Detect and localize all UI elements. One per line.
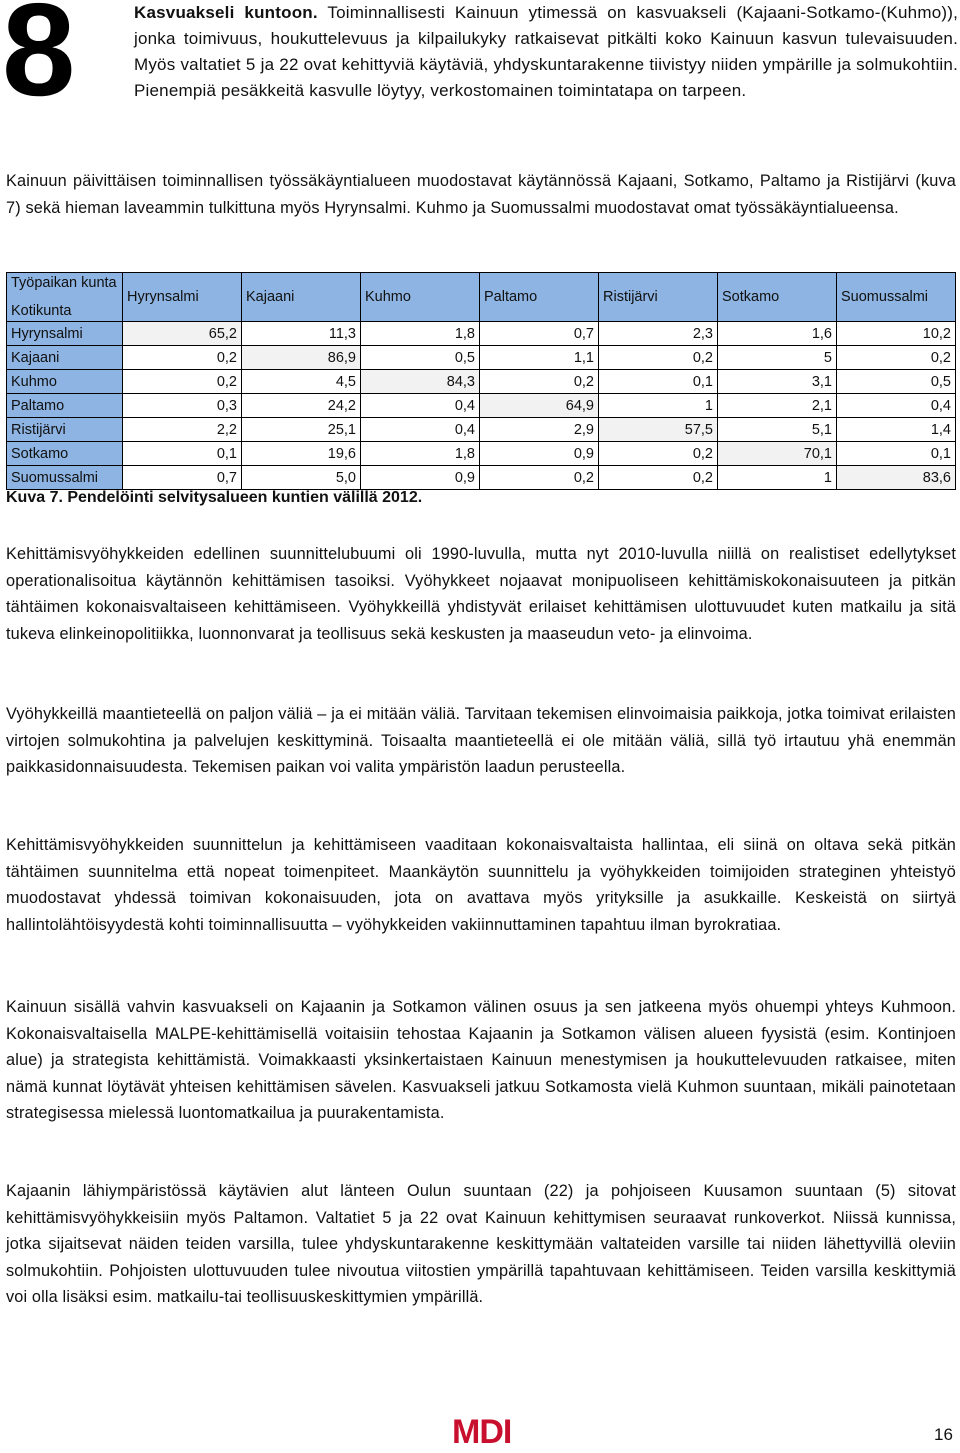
- row-header: Paltamo: [7, 394, 123, 418]
- page-number: 16: [934, 1425, 953, 1444]
- table-cell: 57,5: [599, 418, 718, 442]
- table-cell: 5: [718, 346, 837, 370]
- table-row: [7, 466, 956, 490]
- intro-paragraph: [134, 0, 958, 104]
- table-cell: 10,2: [837, 322, 956, 346]
- table-cell: 2,9: [480, 418, 599, 442]
- table-corner: [7, 273, 123, 322]
- table-cell: 0,2: [599, 466, 718, 490]
- table-cell: 4,5: [242, 370, 361, 394]
- table-cell: 0,2: [599, 346, 718, 370]
- table-cell: 0,9: [480, 442, 599, 466]
- table-cell: 83,6: [837, 466, 956, 490]
- table-row: [7, 394, 956, 418]
- table-cell: 65,2: [123, 322, 242, 346]
- paragraph-highways: Kajaanin lähiympäristössä käytävien alut länteen Oulun suuntaan (22) ja pohjoiseen Kuusamon suuntaan (5) sitovat kehittämisvyöhykkeisiin myös Paltamon. Valtatiet 5 ja 22 ovat Kainuun kehittymisen seuraavat runkoverkot. Niissä kunnissa, jotka sijaitsevat näiden teiden varsilla, tulee yhdyskuntarakenne keskittymään valtateiden varsille tai niiden lähettyvillä oleviin solmukohtiin. Pohjoisten ulottuvuuden tulee nivoutua viitostien ympärillä tapahtuvaan kehittämiseen. Teiden varsilla keskittymiä voi olla lisäksi esim. matkailu-tai teollisuuskeskittymien ympärillä.: [6, 1182, 956, 1306]
- paragraph-geography: Vyöhykkeillä maantieteellä on paljon väliä – ja ei mitään väliä. Tarvitaan tekemisen elinvoimaisia paikkoja, jotka toimivat erilaisten virtojen solmukohtina ja palvelujen keskittyminä. Toisaalta maantieteellä ei ole mitään väliä, sillä työ irtautuu yhä enemmän paikkasidonnaisuudesta. Tekemisen paikan voi valita ympäristön laadun perusteella.: [6, 705, 956, 776]
- table-cell: 5,1: [718, 418, 837, 442]
- column-header: Kuhmo: [361, 273, 480, 322]
- table-cell: 1,4: [837, 418, 956, 442]
- table-cell: 0,2: [123, 370, 242, 394]
- table-cell: 1,8: [361, 322, 480, 346]
- table-cell: 19,6: [242, 442, 361, 466]
- table-cell: 1,1: [480, 346, 599, 370]
- table-cell: 1: [599, 394, 718, 418]
- table-row: [7, 442, 956, 466]
- row-header: Kajaani: [7, 346, 123, 370]
- section-number: 8: [2, 0, 76, 123]
- table-cell: 1,8: [361, 442, 480, 466]
- column-header: Suomussalmi: [837, 273, 956, 322]
- paragraph-zones-history: Kehittämisvyöhykkeiden edellinen suunnittelubuumi oli 1990-luvulla, mutta nyt 2010-luvulla niillä on realistiset edellytykset operationalisoitua käytännön kehittämisen tasoiksi. Vyöhykkeet nojaavat monipuoliseen kehittämiskokonaisuuteen ja pitkän tähtäimen kokonaisvaltaiseen kehittämiseen. Vyöhykkeillä yhdistyvät erilaiset kehittämisen ulottuvuudet kuten matkailu ja sitä tukeva elinkeinopolitiikka, luonnonvarat ja teollisuus sekä keskusten ja maaseudun veto- ja elinvoima.: [6, 545, 956, 643]
- table-cell: 11,3: [242, 322, 361, 346]
- table-cell: 3,1: [718, 370, 837, 394]
- table-row: [7, 418, 956, 442]
- table-cell: 0,1: [837, 442, 956, 466]
- table-cell: 25,1: [242, 418, 361, 442]
- column-header: Ristijärvi: [599, 273, 718, 322]
- row-header: Ristijärvi: [7, 418, 123, 442]
- table-cell: 2,1: [718, 394, 837, 418]
- paragraph-planning: Kehittämisvyöhykkeiden suunnittelun ja kehittämiseen vaaditaan kokonaisvaltaista hallintaa, eli siinä on oltava sekä pitkän tähtäimen suunnitelma että nopeat toimenpiteet. Maankäytön suunnittelu ja vyöhykkeiden toimijoiden strateginen yhteistyö muodostavat yhdessä toimivan kokonaisuuden, jota on avattava myös yrityksille ja asukkaille. Keskeistä on siirtyä hallintolähtöisyydestä kohti toiminnallisuutta – vyöhykkeiden vakiinnuttaminen tapahtuu ilman byrokratiaa.: [6, 836, 956, 934]
- column-header: Hyrynsalmi: [123, 273, 242, 322]
- table-cell: 0,9: [361, 466, 480, 490]
- table-cell: 0,2: [480, 466, 599, 490]
- table-cell: 0,4: [837, 394, 956, 418]
- table-cell: 1: [718, 466, 837, 490]
- table-cell: 0,5: [837, 370, 956, 394]
- table-cell: 2,3: [599, 322, 718, 346]
- table-cell: 0,1: [123, 442, 242, 466]
- row-header: Suomussalmi: [7, 466, 123, 490]
- table-cell: 70,1: [718, 442, 837, 466]
- table-cell: 0,2: [837, 346, 956, 370]
- table-cell: 0,7: [123, 466, 242, 490]
- table-row: [7, 322, 956, 346]
- table-row: [7, 346, 956, 370]
- paragraph-growth-axis: Kainuun sisällä vahvin kasvuakseli on Kajaanin ja Sotkamon välinen osuus ja sen jatkeena myös ohuempi yhteys Kuhmoon. Kokonaisvaltaisella MALPE-kehittämisellä voitaisiin tehostaa Kajaanin ja Sotkamon välisen alueen fyysistä (esim. Kontinjoen alue) ja strategista kehittämistä. Voimakkaasti yksinkertaistaen Kainuun menestymisen ja houkuttelevuuden ratkaisee, miten nämä kunnat löytävät yhteisen kehittämisen sävelen. Kasvuakseli jatkuu Sotkamosta vielä Kuhmon suuntaan, mikäli painotetaan strategisessa mielessä luontomatkailua ja puurakentamista.: [6, 998, 956, 1122]
- table-cell: 1,6: [718, 322, 837, 346]
- corner-workplace-label: Työpaikan kunta: [11, 275, 117, 291]
- table-row: [7, 370, 956, 394]
- table-cell: 0,2: [599, 442, 718, 466]
- table-cell: 0,7: [480, 322, 599, 346]
- column-header: Kajaani: [242, 273, 361, 322]
- table-cell: 2,2: [123, 418, 242, 442]
- table-cell: 0,2: [123, 346, 242, 370]
- paragraph-commuting-area: Kainuun päivittäisen toiminnallisen työssäkäyntialueen muodostavat käytännössä Kajaani, Sotkamo, Paltamo ja Ristijärvi (kuva 7) sekä hieman laveammin tulkittuna myös Hyrynsalmi. Kuhmo ja Suomussalmi muodostavat omat työssäkäyntialueensa.: [6, 172, 956, 217]
- table-cell: 0,5: [361, 346, 480, 370]
- table-cell: 0,3: [123, 394, 242, 418]
- table-cell: 0,2: [480, 370, 599, 394]
- table-cell: 84,3: [361, 370, 480, 394]
- table-cell: 86,9: [242, 346, 361, 370]
- table-cell: 0,4: [361, 394, 480, 418]
- table-cell: 0,4: [361, 418, 480, 442]
- row-header: Hyrynsalmi: [7, 322, 123, 346]
- table-header-row: [7, 273, 956, 322]
- corner-home-label: Kotikunta: [11, 303, 72, 319]
- table-cell: 64,9: [480, 394, 599, 418]
- table-cell: 0,1: [599, 370, 718, 394]
- table-cell: 24,2: [242, 394, 361, 418]
- column-header: Sotkamo: [718, 273, 837, 322]
- table-cell: 5,0: [242, 466, 361, 490]
- column-header: Paltamo: [480, 273, 599, 322]
- row-header: Sotkamo: [7, 442, 123, 466]
- intro-lead: Kasvuakseli kuntoon.: [134, 3, 318, 22]
- row-header: Kuhmo: [7, 370, 123, 394]
- figure-caption: Kuva 7. Pendelöinti selvitysalueen kuntien välillä 2012.: [6, 489, 423, 506]
- intro-text: Toiminnallisesti Kainuun ytimessä on kasvuakseli (Kajaani-Sotkamo-(Kuhmo)), jonka toimivuus, houkuttelevuus ja kilpailukyky ratkaisevat pitkälti koko Kainuun kasvun tulevaisuuden. Myös valtatiet 5 ja 22 ovat kehittyviä käytäviä, yhdyskuntarakenne tiivistyy niiden ympärille ja solmukohtiin. Pienempiä pesäkkeitä kasvulle löytyy, verkostomainen toimintatapa on tarpeen.: [134, 3, 958, 100]
- commuting-table: [6, 272, 956, 490]
- mdi-logo: MDI: [452, 1413, 512, 1451]
